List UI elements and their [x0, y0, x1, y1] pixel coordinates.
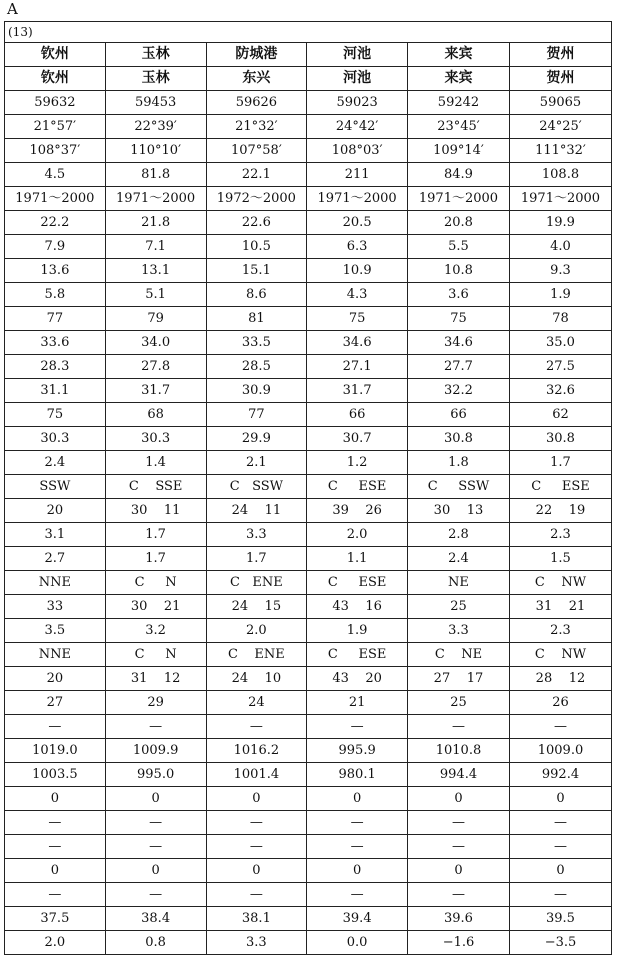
- table-cell: 1019.0: [5, 739, 106, 763]
- table-cell: C N: [105, 571, 206, 595]
- table-cell: 1971～2000: [509, 187, 611, 211]
- table-cell: 39 26: [307, 499, 408, 523]
- table-cell: 1972～2000: [206, 187, 307, 211]
- table-cell: 110°10′: [105, 139, 206, 163]
- table-cell: 1971～2000: [307, 187, 408, 211]
- table-cell: 1009.9: [105, 739, 206, 763]
- table-cell: 9.3: [509, 259, 611, 283]
- table-row: [5, 139, 612, 163]
- table-cell: 0: [509, 787, 611, 811]
- table-cell: 30 13: [408, 499, 510, 523]
- table-cell: 108.8: [509, 163, 611, 187]
- table-cell: 27.8: [105, 355, 206, 379]
- table-cell: 980.1: [307, 763, 408, 787]
- table-row: [5, 643, 612, 667]
- table-cell: C SSW: [206, 475, 307, 499]
- table-cell: 22 19: [509, 499, 611, 523]
- table-cell: 59023: [307, 91, 408, 115]
- table-cell: 2.7: [5, 547, 106, 571]
- table-cell: 10.9: [307, 259, 408, 283]
- table-cell: 59626: [206, 91, 307, 115]
- table-cell: 30.7: [307, 427, 408, 451]
- table-cell: 来宾: [408, 67, 510, 91]
- table-cell: 30 11: [105, 499, 206, 523]
- table-row: [5, 859, 612, 883]
- table-cell: 2.0: [206, 619, 307, 643]
- table-cell: 68: [105, 403, 206, 427]
- table-cell: C ESE: [307, 571, 408, 595]
- table-cell: —: [408, 715, 510, 739]
- table-cell: 1.7: [206, 547, 307, 571]
- climate-data-table: [4, 21, 612, 955]
- table-cell: 66: [307, 403, 408, 427]
- table-cell: —: [509, 811, 611, 835]
- table-cell: 1.7: [509, 451, 611, 475]
- table-cell: 66: [408, 403, 510, 427]
- table-cell: −1.6: [408, 931, 510, 955]
- table-cell: 21°32′: [206, 115, 307, 139]
- table-cell: —: [206, 715, 307, 739]
- table-cell: 24: [206, 691, 307, 715]
- table-cell: 1001.4: [206, 763, 307, 787]
- table-cell: 38.1: [206, 907, 307, 931]
- table-cell: 2.0: [307, 523, 408, 547]
- header-cell: 钦州: [5, 43, 106, 67]
- table-cell: 39.4: [307, 907, 408, 931]
- table-cell: 59242: [408, 91, 510, 115]
- table-row: [5, 91, 612, 115]
- table-cell: 38.4: [105, 907, 206, 931]
- table-cell: 992.4: [509, 763, 611, 787]
- table-cell: C ESE: [509, 475, 611, 499]
- table-cell: 24 11: [206, 499, 307, 523]
- table-cell: C NW: [509, 571, 611, 595]
- table-row: [5, 619, 612, 643]
- table-cell: 31 12: [105, 667, 206, 691]
- table-cell: C SSW: [408, 475, 510, 499]
- table-cell: 995.9: [307, 739, 408, 763]
- table-cell: 34.0: [105, 331, 206, 355]
- table-row: [5, 451, 612, 475]
- table-cell: 3.3: [408, 619, 510, 643]
- table-row: [5, 475, 612, 499]
- table-cell: 钦州: [5, 67, 106, 91]
- table-cell: —: [408, 883, 510, 907]
- table-cell: 995.0: [105, 763, 206, 787]
- table-cell: 43 20: [307, 667, 408, 691]
- table-cell: C ENE: [206, 571, 307, 595]
- table-cell: 1971～2000: [408, 187, 510, 211]
- table-cell: 2.0: [5, 931, 106, 955]
- table-cell: 1009.0: [509, 739, 611, 763]
- table-cell: —: [206, 835, 307, 859]
- table-cell: 111°32′: [509, 139, 611, 163]
- table-row: [5, 67, 612, 91]
- table-cell: 4.3: [307, 283, 408, 307]
- header-cell: 贺州: [509, 43, 611, 67]
- table-cell: —: [206, 883, 307, 907]
- table-cell: 81: [206, 307, 307, 331]
- table-cell: 211: [307, 163, 408, 187]
- table-cell: 1.8: [408, 451, 510, 475]
- table-cell: —: [307, 811, 408, 835]
- table-cell: 25: [408, 595, 510, 619]
- header-cell: 河池: [307, 43, 408, 67]
- table-row: [5, 571, 612, 595]
- table-row: [5, 715, 612, 739]
- table-cell: —: [105, 835, 206, 859]
- table-cell: 24 15: [206, 595, 307, 619]
- table-cell: 26: [509, 691, 611, 715]
- table-cell: 3.1: [5, 523, 106, 547]
- table-cell: 2.4: [5, 451, 106, 475]
- table-cell: 3.6: [408, 283, 510, 307]
- table-cell: 5.1: [105, 283, 206, 307]
- table-cell: 1971～2000: [5, 187, 106, 211]
- table-cell: 10.8: [408, 259, 510, 283]
- table-cell: 20: [5, 499, 106, 523]
- table-cell: 35.0: [509, 331, 611, 355]
- table-cell: —: [105, 883, 206, 907]
- table-cell: —: [408, 835, 510, 859]
- table-cell: 22.1: [206, 163, 307, 187]
- table-cell: 3.2: [105, 619, 206, 643]
- table-cell: 1010.8: [408, 739, 510, 763]
- table-cell: 0.0: [307, 931, 408, 955]
- table-cell: 24 10: [206, 667, 307, 691]
- table-cell: 21°57′: [5, 115, 106, 139]
- table-cell: 34.6: [408, 331, 510, 355]
- table-cell: 0: [408, 787, 510, 811]
- table-cell: C NW: [509, 643, 611, 667]
- table-cell: 77: [206, 403, 307, 427]
- table-cell: —: [307, 883, 408, 907]
- table-row: [5, 595, 612, 619]
- table-cell: 30.8: [509, 427, 611, 451]
- table-row: [5, 163, 612, 187]
- table-row: [5, 499, 612, 523]
- table-cell: 33.6: [5, 331, 106, 355]
- table-row: [5, 235, 612, 259]
- table-cell: 27.1: [307, 355, 408, 379]
- table-cell: 32.2: [408, 379, 510, 403]
- table-cell: 39.5: [509, 907, 611, 931]
- table-row: [5, 355, 612, 379]
- table-row: [5, 187, 612, 211]
- table-cell: 59065: [509, 91, 611, 115]
- table-cell: 32.6: [509, 379, 611, 403]
- table-cell: 20.8: [408, 211, 510, 235]
- table-cell: 107°58′: [206, 139, 307, 163]
- table-cell: —: [5, 715, 106, 739]
- table-cell: 75: [5, 403, 106, 427]
- table-row: [5, 787, 612, 811]
- table-cell: 21.8: [105, 211, 206, 235]
- table-cell: 77: [5, 307, 106, 331]
- table-cell: 20.5: [307, 211, 408, 235]
- table-cell: —: [307, 715, 408, 739]
- table-cell: NE: [408, 571, 510, 595]
- table-cell: 28 12: [509, 667, 611, 691]
- table-cell: 22.6: [206, 211, 307, 235]
- table-cell: —: [408, 811, 510, 835]
- table-cell: 31 21: [509, 595, 611, 619]
- table-cell: —: [509, 883, 611, 907]
- table-cell: 81.8: [105, 163, 206, 187]
- table-cell: 2.3: [509, 619, 611, 643]
- table-cell: 25: [408, 691, 510, 715]
- table-cell: 39.6: [408, 907, 510, 931]
- table-cell: 2.4: [408, 547, 510, 571]
- table-cell: 27.7: [408, 355, 510, 379]
- table-cell: 33: [5, 595, 106, 619]
- table-cell: 21: [307, 691, 408, 715]
- table-cell: 994.4: [408, 763, 510, 787]
- table-row: [5, 403, 612, 427]
- table-cell: 84.9: [408, 163, 510, 187]
- table-cell: 15.1: [206, 259, 307, 283]
- table-cell: 30.8: [408, 427, 510, 451]
- table-cell: 1.2: [307, 451, 408, 475]
- table-cell: —: [206, 811, 307, 835]
- table-cell: 3.3: [206, 523, 307, 547]
- table-cell: —: [509, 835, 611, 859]
- table-row: [5, 547, 612, 571]
- table-cell: 29: [105, 691, 206, 715]
- table-cell: 22°39′: [105, 115, 206, 139]
- table-cell: 59453: [105, 91, 206, 115]
- table-cell: 东兴: [206, 67, 307, 91]
- table-cell: 0: [307, 859, 408, 883]
- table-cell: 13.1: [105, 259, 206, 283]
- table-cell: 0.8: [105, 931, 206, 955]
- table-cell: 1.1: [307, 547, 408, 571]
- table-cell: —: [105, 715, 206, 739]
- table-cell: 75: [408, 307, 510, 331]
- table-cell: 0: [509, 859, 611, 883]
- table-row: [5, 331, 612, 355]
- table-cell: 79: [105, 307, 206, 331]
- table-caption-row: [5, 22, 612, 43]
- table-cell: 1003.5: [5, 763, 106, 787]
- header-cell: 玉林: [105, 43, 206, 67]
- table-cell: —: [5, 835, 106, 859]
- table-cell: 3.5: [5, 619, 106, 643]
- table-cell: C ENE: [206, 643, 307, 667]
- table-cell: 108°37′: [5, 139, 106, 163]
- table-cell: 0: [105, 859, 206, 883]
- table-cell: 28.3: [5, 355, 106, 379]
- table-cell: 31.7: [307, 379, 408, 403]
- table-row: [5, 259, 612, 283]
- table-cell: 6.3: [307, 235, 408, 259]
- table-cell: 河池: [307, 67, 408, 91]
- table-cell: 31.7: [105, 379, 206, 403]
- table-cell: C ESE: [307, 643, 408, 667]
- table-cell: 1.7: [105, 523, 206, 547]
- table-row: [5, 883, 612, 907]
- table-cell: 5.5: [408, 235, 510, 259]
- table-cell: 7.9: [5, 235, 106, 259]
- table-cell: 2.3: [509, 523, 611, 547]
- table-cell: 7.1: [105, 235, 206, 259]
- table-header-row: [5, 43, 612, 67]
- table-cell: 13.6: [5, 259, 106, 283]
- table-row: [5, 739, 612, 763]
- table-row: [5, 427, 612, 451]
- table-cell: 27 17: [408, 667, 510, 691]
- table-cell: —: [5, 811, 106, 835]
- table-cell: 24°42′: [307, 115, 408, 139]
- table-cell: 28.5: [206, 355, 307, 379]
- table-row: [5, 763, 612, 787]
- table-cell: SSW: [5, 475, 106, 499]
- table-cell: 10.5: [206, 235, 307, 259]
- table-cell: −3.5: [509, 931, 611, 955]
- table-cell: 19.9: [509, 211, 611, 235]
- table-cell: C N: [105, 643, 206, 667]
- table-cell: 1.5: [509, 547, 611, 571]
- table-cell: —: [105, 811, 206, 835]
- table-row: [5, 931, 612, 955]
- table-cell: 2.8: [408, 523, 510, 547]
- table-cell: 33.5: [206, 331, 307, 355]
- table-cell: 4.5: [5, 163, 106, 187]
- table-cell: NNE: [5, 571, 106, 595]
- table-cell: NNE: [5, 643, 106, 667]
- table-cell: C ESE: [307, 475, 408, 499]
- table-row: [5, 211, 612, 235]
- table-cell: 43 16: [307, 595, 408, 619]
- table-cell: 0: [408, 859, 510, 883]
- table-cell: 0: [206, 787, 307, 811]
- table-cell: 3.3: [206, 931, 307, 955]
- table-cell: 75: [307, 307, 408, 331]
- table-row: [5, 691, 612, 715]
- table-cell: 0: [5, 859, 106, 883]
- table-row: [5, 835, 612, 859]
- table-cell: 1016.2: [206, 739, 307, 763]
- table-cell: 1.9: [509, 283, 611, 307]
- table-cell: 29.9: [206, 427, 307, 451]
- table-cell: 0: [5, 787, 106, 811]
- table-cell: 62: [509, 403, 611, 427]
- table-cell: 2.1: [206, 451, 307, 475]
- table-cell: 0: [206, 859, 307, 883]
- table-cell: 0: [307, 787, 408, 811]
- table-row: [5, 283, 612, 307]
- table-cell: C NE: [408, 643, 510, 667]
- table-cell: 27.5: [509, 355, 611, 379]
- table-caption: (13): [5, 22, 612, 43]
- table-cell: —: [5, 883, 106, 907]
- table-cell: 78: [509, 307, 611, 331]
- table-cell: 109°14′: [408, 139, 510, 163]
- table-cell: 30.9: [206, 379, 307, 403]
- table-cell: 31.1: [5, 379, 106, 403]
- table-cell: 1.4: [105, 451, 206, 475]
- table-cell: 22.2: [5, 211, 106, 235]
- table-cell: 24°25′: [509, 115, 611, 139]
- table-cell: 37.5: [5, 907, 106, 931]
- table-cell: 23°45′: [408, 115, 510, 139]
- table-cell: 1.7: [105, 547, 206, 571]
- table-cell: —: [307, 835, 408, 859]
- table-row: [5, 667, 612, 691]
- table-cell: 4.0: [509, 235, 611, 259]
- table-cell: 30 21: [105, 595, 206, 619]
- table-row: [5, 811, 612, 835]
- header-cell: 防城港: [206, 43, 307, 67]
- table-cell: 贺州: [509, 67, 611, 91]
- header-cell: 来宾: [408, 43, 510, 67]
- table-row: [5, 379, 612, 403]
- corner-label: A: [7, 0, 18, 18]
- table-cell: 27: [5, 691, 106, 715]
- table-row: [5, 115, 612, 139]
- table-cell: 0: [105, 787, 206, 811]
- table-cell: 20: [5, 667, 106, 691]
- table-cell: 5.8: [5, 283, 106, 307]
- table-cell: 8.6: [206, 283, 307, 307]
- table-row: [5, 523, 612, 547]
- table-cell: 玉林: [105, 67, 206, 91]
- table-cell: 1971～2000: [105, 187, 206, 211]
- table-row: [5, 307, 612, 331]
- table-cell: 1.9: [307, 619, 408, 643]
- table-cell: —: [509, 715, 611, 739]
- table-cell: 108°03′: [307, 139, 408, 163]
- table-cell: 34.6: [307, 331, 408, 355]
- table-cell: 30.3: [5, 427, 106, 451]
- table-row: [5, 907, 612, 931]
- table-cell: 30.3: [105, 427, 206, 451]
- table-cell: C SSE: [105, 475, 206, 499]
- table-cell: 59632: [5, 91, 106, 115]
